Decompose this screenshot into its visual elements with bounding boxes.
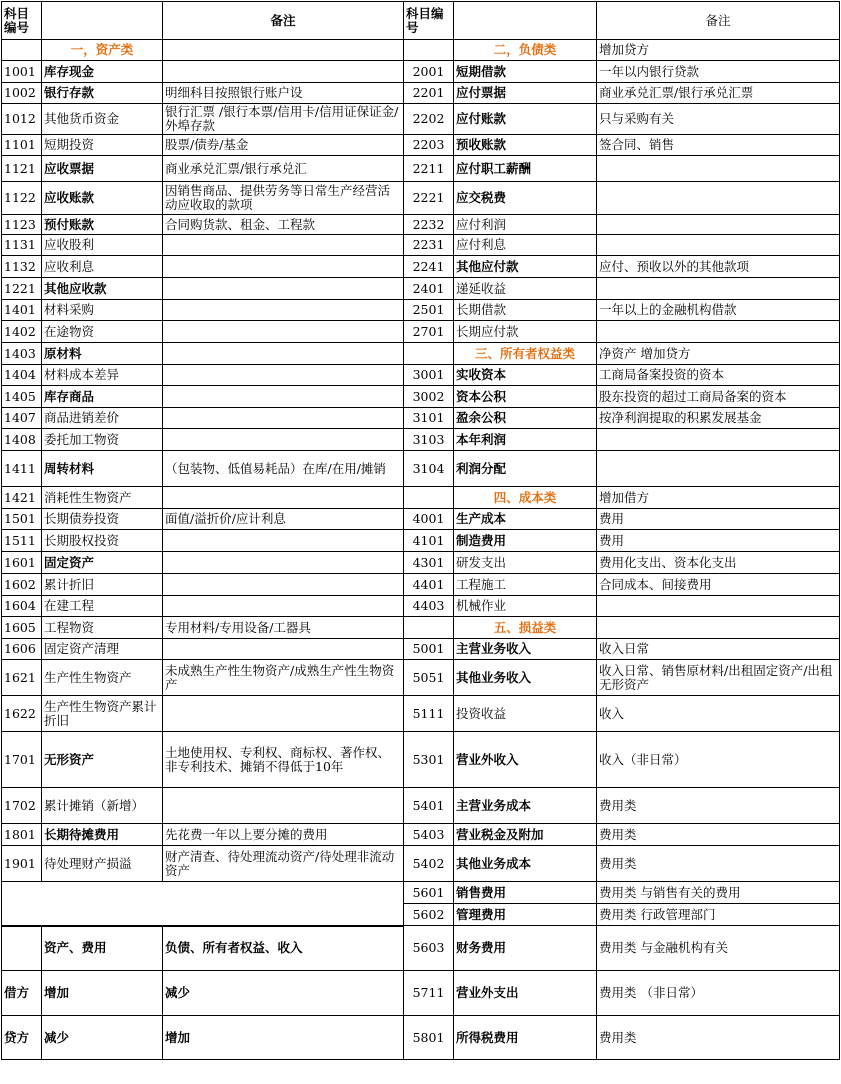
account-name: 机械作业	[454, 596, 597, 617]
account-note: 一年以上的金融机构借款	[597, 300, 840, 321]
account-note: 只与采购有关	[597, 104, 840, 135]
account-note: 费用类	[597, 846, 840, 882]
name-header-right	[454, 2, 597, 40]
account-code: 2001	[404, 61, 454, 83]
account-name: 银行存款	[42, 83, 163, 104]
account-name: 生产性生物资产	[42, 660, 163, 696]
code-header-right: 科目编号	[404, 2, 454, 40]
account-code: 2501	[404, 300, 454, 321]
table-row	[2, 61, 840, 83]
account-name: 待处理财产损溢	[42, 846, 163, 882]
account-name: 商品进销差价	[42, 408, 163, 429]
account-note: 应付、预收以外的其他款项	[597, 256, 840, 278]
account-note	[163, 386, 404, 408]
account-note: 费用类 与金融机构有关	[597, 926, 840, 971]
account-code: 1405	[2, 386, 42, 408]
code-header-left: 科目编号	[2, 2, 42, 40]
account-name: 累计折旧	[42, 574, 163, 596]
account-code: 1407	[2, 408, 42, 429]
account-note: 增加贷方	[597, 40, 840, 61]
account-name: 递延收益	[454, 278, 597, 300]
account-note: 银行汇票 /银行本票/信用卡/信用证保证金/外埠存款	[163, 104, 404, 135]
account-note: 土地使用权、专利权、商标权、著作权、非专利技术、摊销不得低于10年	[163, 732, 404, 788]
account-note: 一年以内银行贷款	[597, 61, 840, 83]
table-row	[2, 824, 840, 846]
account-note	[163, 256, 404, 278]
table-row	[2, 846, 840, 882]
account-code: 1122	[2, 182, 42, 215]
account-code: 3103	[404, 429, 454, 451]
table-row	[2, 509, 840, 530]
account-code	[404, 40, 454, 61]
account-note	[597, 278, 840, 300]
account-note: 费用类	[597, 1016, 840, 1060]
account-name: 无形资产	[42, 732, 163, 788]
account-note	[163, 487, 404, 509]
account-name: 应收账款	[42, 182, 163, 215]
account-code: 5603	[404, 926, 454, 971]
account-name: 生产成本	[454, 509, 597, 530]
account-code: 1421	[2, 487, 42, 509]
account-note	[597, 617, 840, 639]
account-name: 原材料	[42, 343, 163, 365]
account-code: 1001	[2, 61, 42, 83]
account-code: 5111	[404, 696, 454, 732]
account-name: 消耗性生物资产	[42, 487, 163, 509]
account-note: 商业承兑汇票/银行承兑汇	[163, 156, 404, 182]
account-code: 1132	[2, 256, 42, 278]
account-note	[163, 429, 404, 451]
account-code: 2241	[404, 256, 454, 278]
account-name: 其他应付款	[454, 256, 597, 278]
account-note	[597, 182, 840, 215]
account-note	[597, 235, 840, 256]
account-note: 合同成本、间接费用	[597, 574, 840, 596]
table-row	[2, 215, 840, 235]
account-note: 费用类	[597, 824, 840, 846]
account-name: 周转材料	[42, 451, 163, 487]
account-code: 5401	[404, 788, 454, 824]
account-note: 费用类 行政管理部门	[597, 904, 840, 926]
account-code: 1801	[2, 824, 42, 846]
account-note: 净资产 增加贷方	[597, 343, 840, 365]
summary-col-debit-type: 资产、费用	[42, 926, 163, 971]
table-row	[2, 732, 840, 788]
account-code: 4403	[404, 596, 454, 617]
account-code: 3001	[404, 365, 454, 386]
section-heading: 五、损益类	[454, 617, 597, 639]
account-note: 收入（非日常）	[597, 732, 840, 788]
account-code: 1702	[2, 788, 42, 824]
table-row	[2, 696, 840, 732]
table-row	[2, 639, 840, 660]
table-row	[2, 135, 840, 156]
account-name: 资本公积	[454, 386, 597, 408]
account-name: 应收股利	[42, 235, 163, 256]
account-code: 5602	[404, 904, 454, 926]
account-name: 应付职工薪酬	[454, 156, 597, 182]
account-code: 5403	[404, 824, 454, 846]
account-name: 销售费用	[454, 882, 597, 904]
account-name: 材料采购	[42, 300, 163, 321]
account-code: 2401	[404, 278, 454, 300]
account-name: 在建工程	[42, 596, 163, 617]
account-code: 1402	[2, 321, 42, 343]
blank-area	[2, 882, 404, 926]
table-row	[2, 256, 840, 278]
section-heading: 二，负债类	[454, 40, 597, 61]
account-name: 预收账款	[454, 135, 597, 156]
account-code: 1403	[2, 343, 42, 365]
account-note: 费用类 （非日常）	[597, 971, 840, 1016]
account-name: 长期股权投资	[42, 530, 163, 552]
account-note: 先花费一年以上要分摊的费用	[163, 824, 404, 846]
account-note	[597, 429, 840, 451]
account-name: 库存商品	[42, 386, 163, 408]
account-note	[163, 574, 404, 596]
table-row	[2, 617, 840, 639]
account-note	[163, 61, 404, 83]
account-name: 预付账款	[42, 215, 163, 235]
account-note	[163, 300, 404, 321]
account-note: 按净利润提取的积累发展基金	[597, 408, 840, 429]
table-row	[2, 487, 840, 509]
table-row	[2, 530, 840, 552]
account-code: 1601	[2, 552, 42, 574]
table-row	[2, 451, 840, 487]
account-name: 研发支出	[454, 552, 597, 574]
account-name: 投资收益	[454, 696, 597, 732]
account-name: 在途物资	[42, 321, 163, 343]
account-code: 3101	[404, 408, 454, 429]
account-name: 营业外收入	[454, 732, 597, 788]
section-heading: 一，资产类	[42, 40, 163, 61]
account-name: 应付利息	[454, 235, 597, 256]
table-row	[2, 343, 840, 365]
table-row	[2, 40, 840, 61]
account-note	[597, 215, 840, 235]
account-code: 1411	[2, 451, 42, 487]
account-note	[597, 321, 840, 343]
account-code: 5801	[404, 1016, 454, 1060]
debit-increase: 增加	[42, 971, 163, 1016]
account-name: 短期借款	[454, 61, 597, 83]
account-name: 应收票据	[42, 156, 163, 182]
account-code: 4301	[404, 552, 454, 574]
table-row	[2, 788, 840, 824]
section-heading: 三、所有者权益类	[454, 343, 597, 365]
account-note: 费用类	[597, 788, 840, 824]
account-code: 1404	[2, 365, 42, 386]
table-row	[2, 321, 840, 343]
account-name: 固定资产	[42, 552, 163, 574]
account-note	[163, 696, 404, 732]
header-row	[2, 2, 840, 40]
table-row	[2, 104, 840, 135]
name-header-left	[42, 2, 163, 40]
table-row	[2, 386, 840, 408]
account-code: 5051	[404, 660, 454, 696]
account-code: 3002	[404, 386, 454, 408]
account-name: 财务费用	[454, 926, 597, 971]
note-header-left: 备注	[163, 2, 404, 40]
account-code: 4101	[404, 530, 454, 552]
debit-decrease: 减少	[163, 971, 404, 1016]
account-note	[163, 365, 404, 386]
account-code: 4401	[404, 574, 454, 596]
credit-decrease: 减少	[42, 1016, 163, 1060]
note-header-right: 备注	[597, 2, 840, 40]
account-name: 委托加工物资	[42, 429, 163, 451]
table-row	[2, 882, 840, 904]
account-name: 所得税费用	[454, 1016, 597, 1060]
table-row	[2, 156, 840, 182]
account-note: 股东投资的超过工商局备案的资本	[597, 386, 840, 408]
account-code: 1123	[2, 215, 42, 235]
account-code: 1501	[2, 509, 42, 530]
account-note: 未成熟生产性生物资产/成熟生产性生物资产	[163, 660, 404, 696]
account-name: 工程施工	[454, 574, 597, 596]
table-row	[2, 1016, 840, 1060]
account-code: 1002	[2, 83, 42, 104]
account-note: 费用化支出、资本化支出	[597, 552, 840, 574]
account-note: 专用材料/专用设备/工器具	[163, 617, 404, 639]
account-code: 1604	[2, 596, 42, 617]
account-code: 2701	[404, 321, 454, 343]
account-name: 应交税费	[454, 182, 597, 215]
account-note	[163, 321, 404, 343]
account-note	[163, 596, 404, 617]
account-code	[404, 487, 454, 509]
table-row	[2, 365, 840, 386]
account-name: 其他业务成本	[454, 846, 597, 882]
account-note	[163, 639, 404, 660]
account-note: 财产清查、待处理流动资产/待处理非流动资产	[163, 846, 404, 882]
account-code: 1408	[2, 429, 42, 451]
account-code: 1121	[2, 156, 42, 182]
chart-of-accounts-table	[1, 1, 840, 1060]
account-code: 5601	[404, 882, 454, 904]
account-name: 应收利息	[42, 256, 163, 278]
account-code: 4001	[404, 509, 454, 530]
account-code: 2232	[404, 215, 454, 235]
account-name: 其他应收款	[42, 278, 163, 300]
table-row	[2, 926, 840, 971]
account-note: 收入	[597, 696, 840, 732]
account-note	[163, 278, 404, 300]
account-code: 1701	[2, 732, 42, 788]
account-name: 主营业务成本	[454, 788, 597, 824]
account-note: 签合同、销售	[597, 135, 840, 156]
section-heading: 四、成本类	[454, 487, 597, 509]
table-row	[2, 235, 840, 256]
summary-col-credit-type: 负债、所有者权益、收入	[163, 926, 404, 971]
account-code	[2, 40, 42, 61]
account-name: 累计摊销（新增）	[42, 788, 163, 824]
account-code: 1622	[2, 696, 42, 732]
account-code: 1131	[2, 235, 42, 256]
account-note: 因销售商品、提供劳务等日常生产经营活动应收取的款项	[163, 182, 404, 215]
table-row	[2, 660, 840, 696]
account-note	[163, 530, 404, 552]
account-note: 费用类 与销售有关的费用	[597, 882, 840, 904]
table-row	[2, 574, 840, 596]
account-name: 营业外支出	[454, 971, 597, 1016]
table-row	[2, 83, 840, 104]
account-name: 应付账款	[454, 104, 597, 135]
account-name: 短期投资	[42, 135, 163, 156]
account-note	[597, 596, 840, 617]
table-row	[2, 971, 840, 1016]
account-name: 生产性生物资产累计折旧	[42, 696, 163, 732]
table-row	[2, 408, 840, 429]
account-name: 盈余公积	[454, 408, 597, 429]
account-code: 2202	[404, 104, 454, 135]
account-note: 收入日常、销售原材料/出租固定资产/出租无形资产	[597, 660, 840, 696]
account-note: （包装物、低值易耗品）在库/在用/摊销	[163, 451, 404, 487]
account-name: 应付利润	[454, 215, 597, 235]
account-name: 长期应付款	[454, 321, 597, 343]
account-note: 费用	[597, 530, 840, 552]
account-note	[163, 788, 404, 824]
account-name: 长期债券投资	[42, 509, 163, 530]
account-name: 固定资产清理	[42, 639, 163, 660]
account-code: 2201	[404, 83, 454, 104]
credit-increase: 增加	[163, 1016, 404, 1060]
table-row	[2, 596, 840, 617]
credit-label: 贷方	[2, 1016, 42, 1060]
account-code: 5301	[404, 732, 454, 788]
account-code: 1012	[2, 104, 42, 135]
table-row	[2, 552, 840, 574]
account-note: 合同购货款、租金、工程款	[163, 215, 404, 235]
account-note: 商业承兑汇票/银行承兑汇票	[597, 83, 840, 104]
account-code: 1901	[2, 846, 42, 882]
account-note: 股票/债券/基金	[163, 135, 404, 156]
account-name: 制造费用	[454, 530, 597, 552]
table-row	[2, 300, 840, 321]
account-note	[163, 343, 404, 365]
account-note: 工商局备案投资的资本	[597, 365, 840, 386]
account-note	[163, 235, 404, 256]
account-name: 材料成本差异	[42, 365, 163, 386]
account-note	[597, 451, 840, 487]
account-code: 1605	[2, 617, 42, 639]
table-row	[2, 429, 840, 451]
account-code: 2221	[404, 182, 454, 215]
account-name: 利润分配	[454, 451, 597, 487]
account-code: 1221	[2, 278, 42, 300]
account-code: 2211	[404, 156, 454, 182]
account-note: 明细科目按照银行账户设	[163, 83, 404, 104]
debit-label: 借方	[2, 971, 42, 1016]
account-name: 长期借款	[454, 300, 597, 321]
account-code: 1621	[2, 660, 42, 696]
account-code	[404, 343, 454, 365]
account-code	[404, 617, 454, 639]
account-name: 库存现金	[42, 61, 163, 83]
account-note	[163, 552, 404, 574]
account-note	[163, 40, 404, 61]
account-name: 管理费用	[454, 904, 597, 926]
account-note: 面值/溢折价/应计利息	[163, 509, 404, 530]
account-code: 1401	[2, 300, 42, 321]
table-row	[2, 182, 840, 215]
account-note	[163, 408, 404, 429]
account-code: 1606	[2, 639, 42, 660]
account-name: 本年利润	[454, 429, 597, 451]
account-name: 长期待摊费用	[42, 824, 163, 846]
account-name: 实收资本	[454, 365, 597, 386]
account-note: 增加借方	[597, 487, 840, 509]
account-code: 5001	[404, 639, 454, 660]
summary-corner	[2, 926, 42, 971]
account-name: 营业税金及附加	[454, 824, 597, 846]
account-note: 收入日常	[597, 639, 840, 660]
account-name: 其他货币资金	[42, 104, 163, 135]
account-name: 工程物资	[42, 617, 163, 639]
account-name: 其他业务收入	[454, 660, 597, 696]
account-code: 2231	[404, 235, 454, 256]
account-code: 3104	[404, 451, 454, 487]
account-code: 1101	[2, 135, 42, 156]
account-name: 应付票据	[454, 83, 597, 104]
account-note: 费用	[597, 509, 840, 530]
account-code: 5711	[404, 971, 454, 1016]
account-code: 1511	[2, 530, 42, 552]
account-code: 2203	[404, 135, 454, 156]
account-name: 主营业务收入	[454, 639, 597, 660]
account-code: 5402	[404, 846, 454, 882]
account-code: 1602	[2, 574, 42, 596]
table-row	[2, 278, 840, 300]
account-note	[597, 156, 840, 182]
